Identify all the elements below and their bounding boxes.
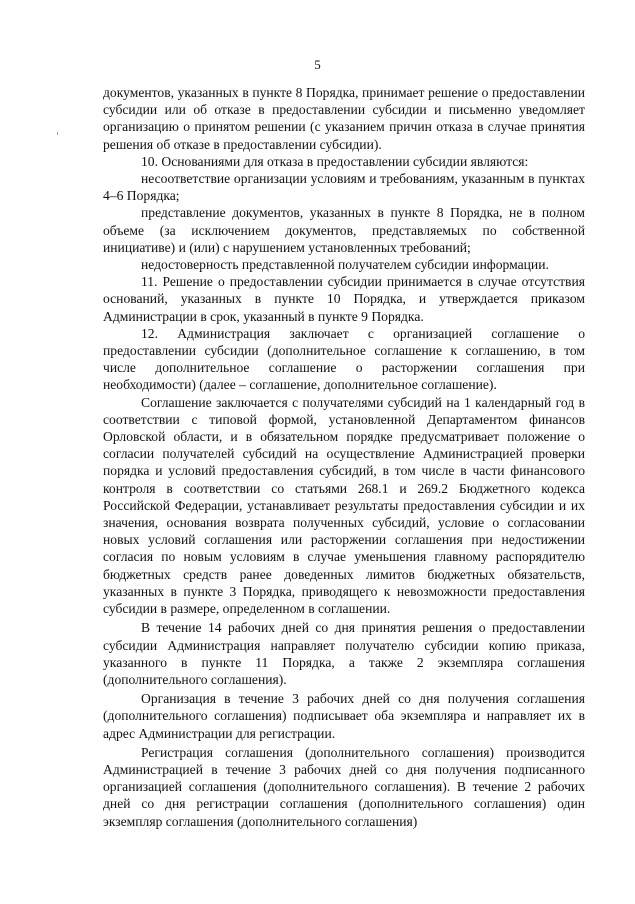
paragraph-agreement-conclusion: 12. Администрация заключает с организацией соглашение о предоставлении субсидии (дополнительное соглашение к соглашению, в том числе дополнительное соглашение о расторжении соглашения при необходимости) (далее – соглашение, дополнительное соглашение). — [103, 325, 585, 393]
paragraph-decision-notice: документов, указанных в пункте 8 Порядка, принимает решение о предоставлении субсидии или об отказе в предоставлении субсидии и письменно уведомляет организацию о принятом решении (с указанием причин отказа в случае принятия решения об отказе в предоставлении субсидии). — [103, 85, 585, 152]
paragraph-incomplete-documents: представление документов, указанных в пункте 8 Порядка, не в полном объеме (за исключением документов, представляемых по собственной инициативе) и (или) с нарушением установленных требований; — [103, 205, 585, 255]
page-number: 5 — [314, 57, 321, 72]
paragraph-agreement-terms: Соглашение заключается с получателями субсидий на 1 календарный год в соответствии с типовой формой, установленной Департаментом финансов Орловской области, и в обязательном порядке предусматривает положение о согласии получателей субсидий на осуществление Администрацией проверки порядка и условий предоставления субсидий, в том числе в части финансового контроля в соответствии со статьями 268.1 и 269.2 Бюджетного кодекса Российской Федерации, устанавливает результаты предоставления субсидии и их значения, основания возврата полученных субсидий, условие о согласовании новых условий соглашения или расторжении соглашения при недостижении согласия по новым условиям в случае уменьшения главному распорядителю бюджетных средств ранее доведенных лимитов бюджетных обязательств, указанных в пункте 3 Порядка, приводящего к невозможности предоставления субсидии в размере, определенном в соглашении. — [103, 394, 585, 617]
paragraph-unreliable-info: недостоверность представленной получателем субсидии информации. — [141, 257, 549, 273]
paragraph-agreement-registration: Регистрация соглашения (дополнительного соглашения) производится Администрацией в течение 3 рабочих дней со дня получения подписанного организацией соглашения (дополнительного соглашения). В течение 2 рабочих дней со дня регистрации соглашения (дополнительного соглашения) один экземпляр соглашения (дополнительного соглашения) — [103, 744, 585, 829]
paragraph-agreement-signing: Организация в течение 3 рабочих дней со дня получения соглашения (дополнительного соглашения) подписывает оба экземпляра и направляет их в адрес Администрации для регистрации. — [103, 691, 585, 741]
margin-mark — [57, 132, 58, 135]
paragraph-decision-approval: 11. Решение о предоставлении субсидии принимается в случае отсутствия оснований, указанных в пункте 10 Порядка, и утверждается приказом Администрации в срок, указанный в пункте 9 Порядка. — [103, 274, 585, 324]
paragraph-refusal-grounds: 10. Основаниями для отказа в предоставлении субсидии являются: — [141, 153, 529, 169]
paragraph-agreement-sending: В течение 14 рабочих дней со дня принятия решения о предоставлении субсидии Администрация направляет получателю субсидии копию приказа, указанного в пункте 11 Порядка, а также 2 экземпляра соглашения (дополнительного соглашения). — [103, 620, 585, 687]
paragraph-noncompliance: несоответствие организации условиям и требованиям, указанным в пунктах 4–6 Порядка; — [103, 171, 585, 204]
document-body — [103, 84, 585, 830]
